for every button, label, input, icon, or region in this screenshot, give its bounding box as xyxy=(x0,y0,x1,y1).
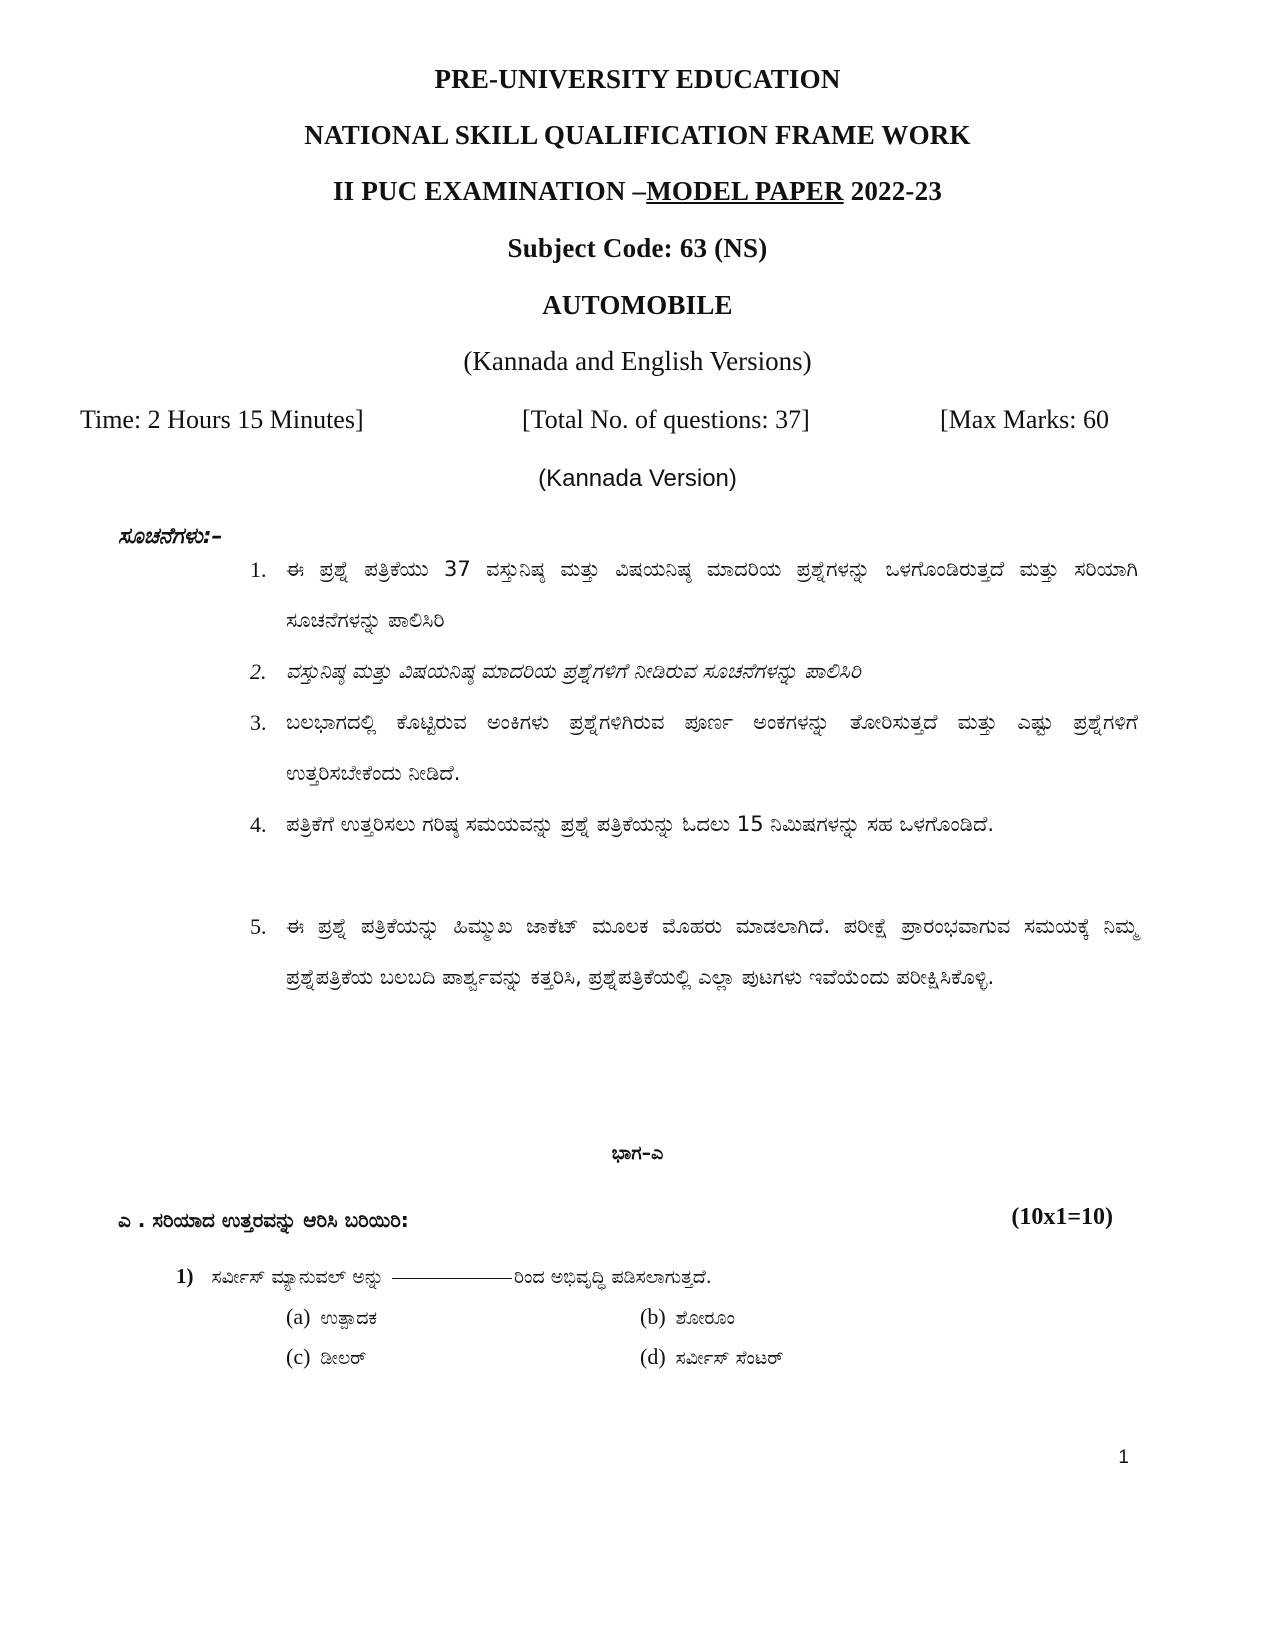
instruction-item xyxy=(250,646,1138,697)
option-text: ಶೋರೂಂ xyxy=(675,1307,736,1329)
option-b xyxy=(640,1304,735,1330)
question-1 xyxy=(176,1264,712,1289)
part-a-title: ಭಾಗ–ಎ xyxy=(611,1142,664,1164)
option-label: (a) xyxy=(286,1304,311,1329)
option-d xyxy=(640,1344,783,1370)
answer-blank xyxy=(392,1278,512,1279)
instruction-item xyxy=(250,901,1138,1003)
instruction-text: ಈ ಪ್ರಶ್ನೆ ಪತ್ರಿಕೆಯನ್ನು ಹಿಮ್ಮುಖ ಜಾಕೆಟ್ ಮೂಲಕ ಮೊಹರು ಮಾಡಲಾಗಿದೆ. ಪರೀಕ್ಷೆ ಪ್ರಾರಂಭವಾಗುವ ಸಮಯಕ್ಕೆ ನಿಮ್ಮ ಪ್ರಶ್ನೆಪತ್ರಿಕೆಯ ಬಲಬದಿ ಪಾರ್ಶ್ವವನ್ನು ಕತ್ತರಿಸಿ, ಪ್ರಶ್ನೆಪತ್ರಿಕೆಯಲ್ಲಿ ಎಲ್ಲಾ ಪುಟಗಳು ಇವೆಯೆಂದು ಪರೀಕ್ಷಿಸಿಕೊಳ್ಳಿ. xyxy=(286,914,1138,989)
subject-code: Subject Code: 63 (NS) xyxy=(507,233,768,263)
option-text: ಡೀಲರ್ xyxy=(320,1347,367,1369)
header-exam xyxy=(0,176,1275,207)
instruction-text: ಪತ್ರಿಕೆಗೆ ಉತ್ತರಿಸಲು ಗರಿಷ್ಠ ಸಮಯವನ್ನು ಪ್ರಶ್ನೆ ಪತ್ರಿಕೆಯನ್ನು ಓದಲು 15 ನಿಮಿಷಗಳನ್ನು ಸಹ ಒಳಗೊಂಡಿದೆ. xyxy=(286,812,995,836)
section-a-marks: (10x1=10) xyxy=(1011,1204,1113,1230)
instruction-item xyxy=(250,697,1138,799)
header-model-paper: MODEL PAPER xyxy=(646,176,844,206)
instruction-number: 2. xyxy=(250,659,267,684)
versions-note: (Kannada and English Versions) xyxy=(463,346,812,376)
option-a xyxy=(286,1304,377,1330)
option-label: (b) xyxy=(640,1304,666,1329)
instruction-item xyxy=(250,544,1138,646)
question-text-after: ರಿಂದ ಅಭಿವೃದ್ಧಿ ಪಡಿಸಲಾಗುತ್ತದೆ. xyxy=(513,1266,712,1288)
instruction-text: ಈ ಪ್ರಶ್ನೆ ಪತ್ರಿಕೆಯು 37 ವಸ್ತುನಿಷ್ಠ ಮತ್ತು ವಿಷಯನಿಷ್ಠ ಮಾದರಿಯ ಪ್ರಶ್ನೆಗಳನ್ನು ಒಳಗೊಂಡಿರುತ್ತದೆ ಮತ್ತು ಸರಿಯಾಗಿ ಸೂಚನೆಗಳನ್ನು ಪಾಲಿಸಿರಿ xyxy=(286,557,1138,632)
instruction-text: ಬಲಭಾಗದಲ್ಲಿ ಕೊಟ್ಟಿರುವ ಅಂಕಿಗಳು ಪ್ರಶ್ನೆಗಳಿಗಿರುವ ಪೂರ್ಣ ಅಂಕಗಳನ್ನು ತೋರಿಸುತ್ತದೆ ಮತ್ತು ಎಷ್ಟು ಪ್ರಶ್ನೆಗಳಿಗೆ ಉತ್ತರಿಸಬೇಕೆಂದು ನೀಡಿದೆ. xyxy=(286,710,1138,785)
subject-title: AUTOMOBILE xyxy=(542,290,733,320)
question-text-before: ಸರ್ವೀಸ್ ಮ್ಯಾನುವಲ್ ಅನ್ನು xyxy=(211,1266,384,1288)
option-text: ಸರ್ವೀಸ್ ಸೆಂಟರ್ xyxy=(675,1347,784,1369)
instruction-number: 1. xyxy=(250,557,267,582)
max-marks-info: [Max Marks: 60 xyxy=(940,405,1109,434)
section-a-instruction: ಎ . ಸರಿಯಾದ ಉತ್ತರವನ್ನು ಆರಿಸಿ ಬರಿಯಿರಿ: xyxy=(118,1208,409,1232)
instruction-number: 5. xyxy=(250,914,267,939)
instruction-text: ವಸ್ತುನಿಷ್ಠ ಮತ್ತು ವಿಷಯನಿಷ್ಠ ಮಾದರಿಯ ಪ್ರಶ್ನೆಗಳಿಗೆ ನೀಡಿರುವ ಸೂಚನೆಗಳನ್ನು ಪಾಲಿಸಿರಿ xyxy=(286,659,861,683)
header-framework: NATIONAL SKILL QUALIFICATION FRAME WORK xyxy=(304,120,971,150)
option-text: ಉತ್ಪಾದಕ xyxy=(320,1307,378,1329)
instructions-title: ಸೂಚನೆಗಳು:– xyxy=(118,524,223,549)
header-exam-year: 2022-23 xyxy=(843,176,943,206)
version-label: (Kannada Version) xyxy=(538,465,737,492)
instruction-item xyxy=(250,799,1138,850)
option-label: (d) xyxy=(640,1344,666,1369)
instruction-number: 4. xyxy=(250,812,267,837)
time-info: Time: 2 Hours 15 Minutes] xyxy=(80,405,364,434)
header-exam-prefix: II PUC EXAMINATION – xyxy=(332,176,647,206)
page-number: 1 xyxy=(1118,1447,1129,1468)
total-questions-info: [Total No. of questions: 37] xyxy=(522,405,810,434)
option-c xyxy=(286,1344,366,1370)
question-number: 1) xyxy=(176,1264,194,1288)
option-label: (c) xyxy=(286,1344,311,1369)
instruction-number: 3. xyxy=(250,710,267,735)
header-board: PRE-UNIVERSITY EDUCATION xyxy=(434,64,841,94)
